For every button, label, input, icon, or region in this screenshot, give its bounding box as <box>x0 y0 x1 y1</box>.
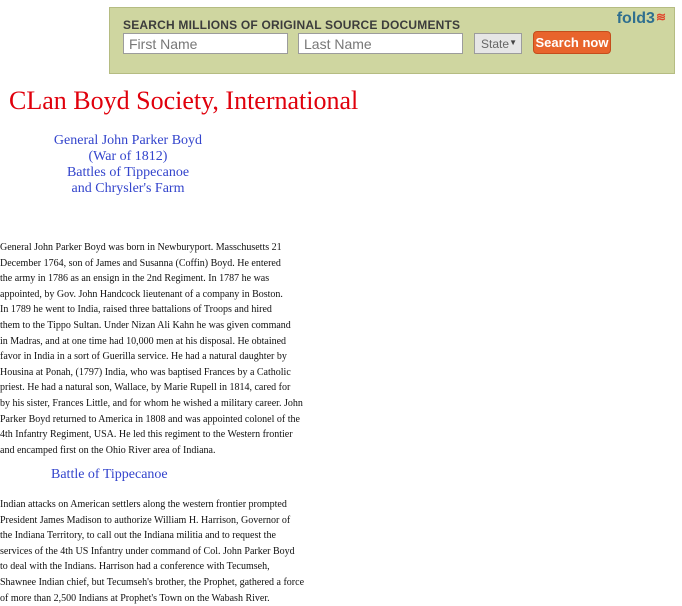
text-line: services of the 4th US Infantry under command of Col. John Parker Boyd <box>0 545 295 557</box>
text-line: appointed, by Gov. John Handcock lieutenant of a company in Boston. <box>0 288 283 300</box>
text-line: 4th Infantry Regiment, USA. He led this regiment to the Western frontier <box>0 429 293 441</box>
fold3-logo[interactable] <box>617 10 666 28</box>
text-line: Shawnee Indian chief, but Tecumseh's brother, the Prophet, gathered a force <box>0 576 305 588</box>
text-line: in Madras, and at one time had 10,000 men at his disposal. He obtained <box>0 335 287 347</box>
state-select[interactable] <box>474 33 522 54</box>
subheading-line: and Chrysler's Farm <box>71 181 185 196</box>
ad-headline: SEARCH MILLIONS OF ORIGINAL SOURCE DOCUMENTS <box>123 18 461 32</box>
fold3-logo-text: fold3 <box>616 10 655 27</box>
text-line: priest. He had a natural son, Wallace, by Marie Rupell in 1814, cared for <box>0 382 291 394</box>
text-line: Housina at Ponah, (1797) India, who was baptised Frances by a Catholic <box>0 366 291 378</box>
fold3-search-ad <box>109 7 675 74</box>
subheading-line: General John Parker Boyd <box>53 133 203 148</box>
text-line: General John Parker Boyd was born in Newburyport. Masschusetts 21 <box>0 242 282 253</box>
biography-paragraph <box>0 240 320 458</box>
text-line: them to the Tippo Sultan. Under Nizan Ali Kahn he was given command <box>0 319 291 331</box>
text-line: Indian attacks on American settlers along the western frontier prompted <box>0 499 287 510</box>
page-title: CLan Boyd Society, International <box>9 86 359 115</box>
search-now-button[interactable]: Search now <box>533 31 611 54</box>
text-line: of more than 2,500 Indians at Prophet's Town on the Wabash River. <box>0 592 270 604</box>
battle-heading: Battle of Tippecanoe <box>51 467 168 482</box>
first-name-input[interactable] <box>123 33 288 54</box>
text-line: the Indiana Territory, to call out the Indiana militia and to request the <box>0 530 276 542</box>
text-line: Parker Boyd returned to America in 1808 and was appointed colonel of the <box>0 413 300 425</box>
text-line: favor in India in a sort of Guerilla service. He had a natural daughter by <box>0 351 287 363</box>
dropdown-arrow-icon: ▼ <box>509 38 517 47</box>
subheading-line: (War of 1812) <box>88 149 168 164</box>
text-line: by his sister, Frances Little, and for whom he wished a military career. John <box>0 397 303 409</box>
battle-paragraph <box>0 497 330 606</box>
chevrons-icon: ≋ <box>655 10 666 24</box>
text-line: In 1789 he went to India, raised three battalions of Troops and hired <box>0 304 272 316</box>
text-line: and encamped first on the Ohio River area of Indiana. <box>0 444 216 456</box>
subheading-line: Battles of Tippecanoe <box>66 165 190 180</box>
text-line: to deal with the Indians. Harrison had a conference with Tecumseh, <box>0 561 270 573</box>
state-select-label: State <box>481 37 510 51</box>
last-name-input[interactable] <box>298 33 463 54</box>
text-line: President James Madison to authorize William H. Harrison, Governor of <box>0 514 291 526</box>
text-line: the army in 1786 as an ensign in the 2nd Regiment. In 1787 he was <box>0 273 270 285</box>
article-subheading <box>0 133 256 197</box>
text-line: December 1764, son of James and Susanna (Coffin) Boyd. He entered <box>0 257 281 269</box>
